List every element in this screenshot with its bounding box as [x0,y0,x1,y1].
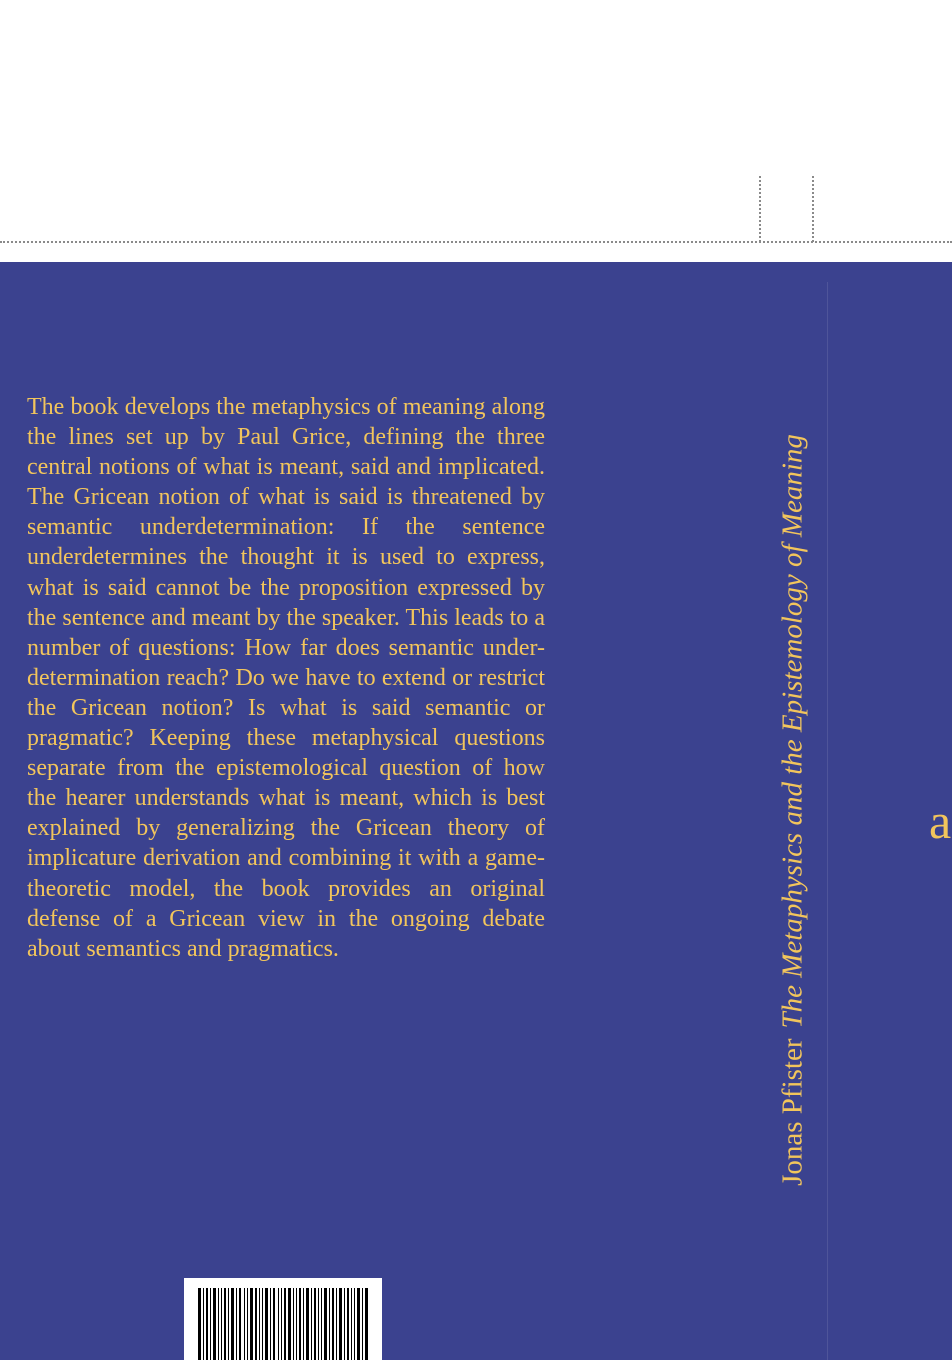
front-cover-letter-fragment: a [929,793,952,849]
trim-line-vertical-left [759,176,761,242]
barcode [184,1278,382,1360]
back-cover-blurb: The book develops the metaphysics of meaning along the lines set up by Paul Grice, defining the three central notions of what is meant, said and implicated. The Gricean notion of what is said is threatened by semantic underdetermination: If the sentence underdetermines the thought it is used to express, what is said cannot be the proposition expressed by the sentence and meant by the speaker. This leads to a number of questions: How far does semantic under-determination reach? Do we have to extend or restrict the Gricean notion? Is what is said semantic or pragmatic? Keeping these metaphysical questions separate from the epistemological question of how the hearer understands what is meant, which is best explained by generalizing the Gricean theory of implicature derivation and combining it with a game-theoretic model, the book provides an original defense of a Gricean view in the ongoing debate about semantics and pragmatics. [27,394,545,962]
trim-line-vertical-right [812,176,814,242]
barcode-bars [198,1288,368,1360]
spine-title: The Metaphysics and the Epistemology of Meaning [776,434,809,1029]
spine-text [777,360,810,1260]
trim-line-horizontal [0,241,952,243]
print-margin [0,0,952,262]
spine-front-divider [827,282,828,1360]
spine-author: Jonas Pfister [776,1038,809,1186]
